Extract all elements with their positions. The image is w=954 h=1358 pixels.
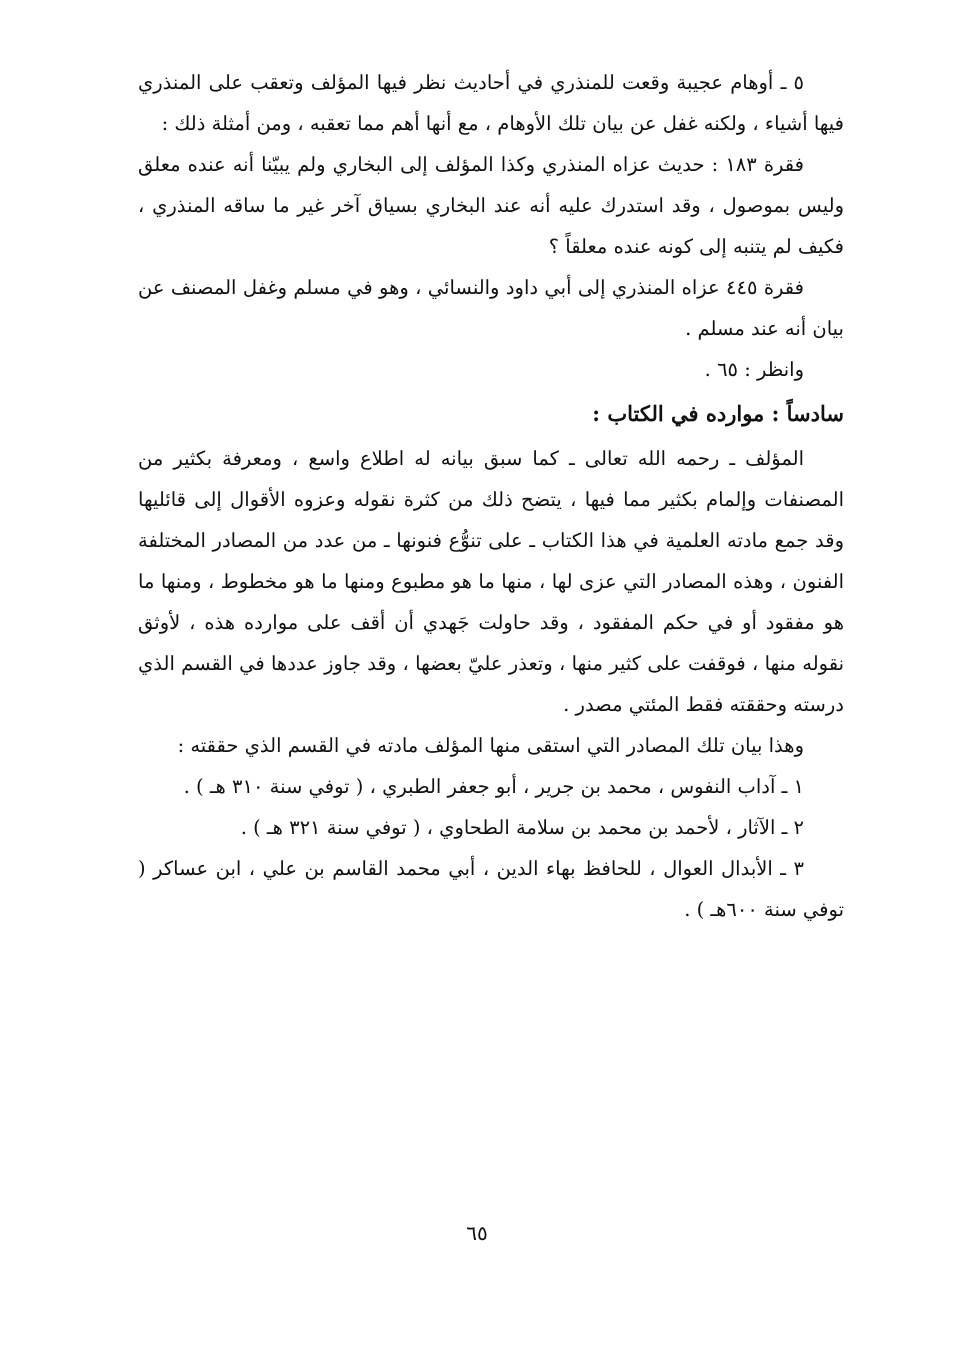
paragraph-sources-lead: وهذا بيان تلك المصادر التي استقى منها المؤلف مادته في القسم الذي حققته :: [177, 734, 804, 757]
paragraph-sources-intro: المؤلف ـ رحمه الله تعالى ـ كما سبق بيانه له اطلاع واسع ، ومعرفة بكثير من المصنفات وإلمام بكثير مما فيها ، يتضح ذلك من كثرة نقوله وعزوه الأقوال إلى قائليها وقد جمع مادته العلمية في هذا الكتاب ـ على تنوُّع فنونها ـ من عدد من المصادر المختلفة الفنون ، وهذه المصادر التي عزى لها ، منها ما هو مطبوع ومنها ما هو مخطوط ، ومنها ما هو مفقود أو في حكم المفقود ، وقد حاولت جَهدي أن أقف على موارده هذه ، لأوثق نقوله منها ، فوقفت على كثير منها ، وتعذر عليّ بعضها ، وقد جاوز عددها في القسم الذي درسته وحققته فقط المئتي مصدر .: [138, 447, 844, 716]
page-body: [138, 62, 844, 930]
paragraph-see-also: وانظر : ٦٥ .: [704, 358, 804, 381]
paragraph-example-183: فقرة ١٨٣ : حديث عزاه المنذري وكذا المؤلف إلى البخاري ولم يبيّنا أنه عنده معلق وليس بموصول ، وقد استدرك عليه أنه عند البخاري بسياق آخر غير ما ساقه المنذري ، فكيف لم يتنبه إلى كونه عنده معلقاً ؟: [138, 153, 844, 258]
paragraph-example-445: فقرة ٤٤٥ عزاه المنذري إلى أبي داود والنسائي ، وهو في مسلم وغفل المصنف عن بيان أنه عند مسلم .: [138, 276, 844, 340]
page-number: ٦٥: [466, 1221, 488, 1245]
source-item-3: ٣ ـ الأبدال العوال ، للحافظ بهاء الدين ، أبي محمد القاسم بن علي ، ابن عساكر ( توفي سنة ٦٠٠هـ ) .: [138, 857, 844, 921]
paragraph-item-5: ٥ ـ أوهام عجيبة وقعت للمنذري في أحاديث نظر فيها المؤلف وتعقب على المنذري فيها أشياء ، ولكنه غفل عن بيان تلك الأوهام ، مع أنها أهم مما تعقبه ، ومن أمثلة ذلك :: [138, 71, 844, 135]
source-item-1: ١ ـ آداب النفوس ، محمد بن جرير ، أبو جعفر الطبري ، ( توفي سنة ٣١٠ هـ ) .: [183, 775, 804, 798]
section-heading: سادساً : موارده في الكتاب :: [592, 401, 844, 426]
source-item-2: ٢ ـ الآثار ، لأحمد بن محمد بن سلامة الطحاوي ، ( توفي سنة ٣٢١ هـ ) .: [240, 816, 804, 839]
